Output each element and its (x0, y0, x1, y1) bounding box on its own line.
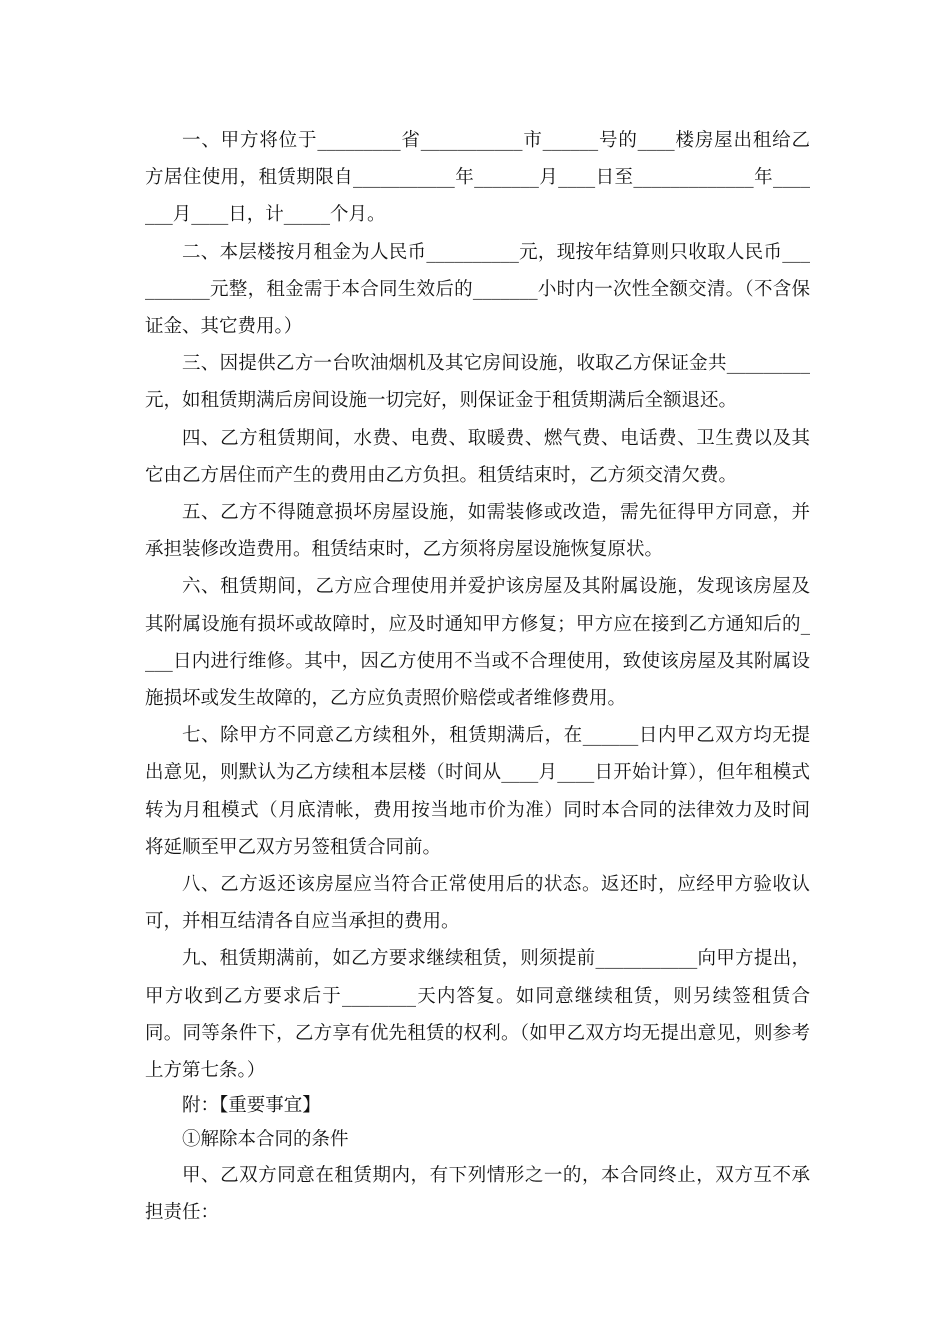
appendix-text: 甲、乙双方同意在租赁期内，有下列情形之一的，本合同终止，双方互不承担责任： (145, 1165, 810, 1224)
contract-body (145, 122, 810, 1232)
appendix-title: 附：【重要事宜】 (182, 1095, 321, 1117)
clause-3: 三、因提供乙方一台吹油烟机及其它房间设施，收取乙方保证金共_________元，如租赁期满后房间设施一切完好，则保证金于租赁期满后全额退还。 (145, 353, 810, 412)
clause-2: 二、本层楼按月租金为人民币__________元，现按年结算则只收取人民币__________元整，租金需于本合同生效后的_______小时内一次性全额交清。（不含保证金、其它费用。） (145, 241, 810, 338)
appendix-subtitle: ①解除本合同的条件 (182, 1129, 349, 1151)
clause-9: 九、租赁期满前，如乙方要求继续租赁，则须提前___________向甲方提出，甲方收到乙方要求后于________天内答复。如同意继续租赁，则另续签租赁合同。同等条件下，乙方享有优先租赁的权利。（如甲乙双方均无提出意见，则参考上方第七条。） (145, 948, 810, 1082)
clause-6: 六、租赁期间，乙方应合理使用并爱护该房屋及其附属设施，发现该房屋及其附属设施有损坏或故障时，应及时通知甲方修复；甲方应在接到乙方通知后的____日内进行维修。其中，因乙方使用不当或不合理使用，致使该房屋及其附属设施损坏或发生故障的，乙方应负责照价赔偿或者维修费用。 (145, 576, 810, 710)
clause-4: 四、乙方租赁期间，水费、电费、取暖费、燃气费、电话费、卫生费以及其它由乙方居住而产生的费用由乙方负担。租赁结束时，乙方须交清欠费。 (145, 427, 810, 486)
clause-8: 八、乙方返还该房屋应当符合正常使用后的状态。返还时，应经甲方验收认可，并相互结清各自应当承担的费用。 (145, 874, 810, 933)
clause-7: 七、除甲方不同意乙方续租外，租赁期满后，在______日内甲乙双方均无提出意见，则默认为乙方续租本层楼（时间从____月____日开始计算），但年租模式转为月租模式（月底清帐，费用按当地市价为准）同时本合同的法律效力及时间将延顺至甲乙双方另签租赁合同前。 (145, 725, 810, 858)
clause-1: 一、甲方将位于_________省___________市______号的____楼房屋出租给乙方居住使用，租赁期限自___________年_______月____日至_____________年_______月____日，计_____个月。 (145, 130, 810, 226)
clause-5: 五、乙方不得随意损坏房屋设施，如需装修或改造，需先征得甲方同意，并承担装修改造费用。租赁结束时，乙方须将房屋设施恢复原状。 (145, 502, 810, 561)
